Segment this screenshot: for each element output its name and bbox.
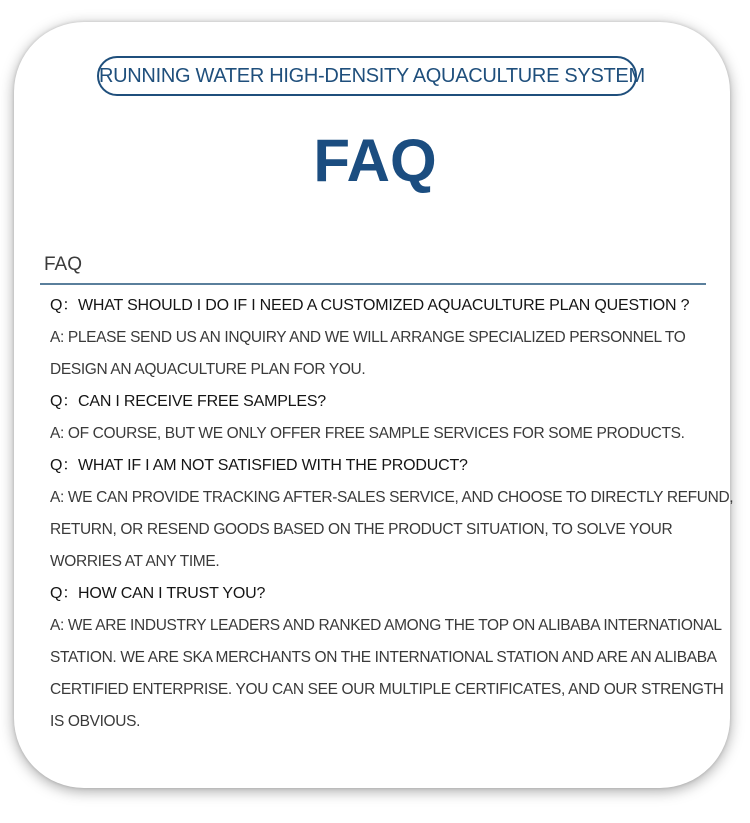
faq-answer-line: DESIGN AN AQUACULTURE PLAN FOR YOU.: [50, 361, 366, 378]
faq-answer-line: WORRIES AT ANY TIME.: [50, 553, 220, 570]
faq-list: [50, 290, 734, 738]
section-label: FAQ: [44, 254, 83, 275]
faq-question: [50, 578, 722, 610]
faq-answer-line: IS OBVIOUS.: [50, 713, 141, 730]
faq-answer-line: STATION. WE ARE SKA MERCHANTS ON THE INTERNATIONAL STATION AND ARE AN ALIBABA: [50, 649, 717, 666]
faq-answer-line: RETURN, OR RESEND GOODS BASED ON THE PRODUCT SITUATION, TO SOLVE YOUR: [50, 521, 673, 538]
question-prefix: Q：: [50, 393, 79, 410]
faq-question: [50, 450, 722, 482]
faq-answer-line: A: OF COURSE, BUT WE ONLY OFFER FREE SAMPLE SERVICES FOR SOME PRODUCTS.: [50, 425, 685, 442]
question-text: CAN I RECEIVE FREE SAMPLES?: [78, 393, 327, 410]
question-prefix: Q：: [50, 585, 79, 602]
faq-answer-line: A: PLEASE SEND US AN INQUIRY AND WE WILL ARRANGE SPECIALIZED PERSONNEL TO: [50, 329, 686, 346]
question-prefix: Q：: [50, 297, 79, 314]
system-title-badge: [97, 56, 645, 96]
question-text: HOW CAN I TRUST YOU?: [78, 585, 266, 602]
faq-answer-line: A: WE CAN PROVIDE TRACKING AFTER-SALES SERVICE, AND CHOOSE TO DIRECTLY REFUND,: [50, 489, 734, 506]
question-prefix: Q：: [50, 457, 79, 474]
system-title: RUNNING WATER HIGH-DENSITY AQUACULTURE SYSTEM: [99, 65, 645, 87]
question-text: WHAT SHOULD I DO IF I NEED A CUSTOMIZED AQUACULTURE PLAN QUESTION ?: [78, 297, 690, 314]
faq-answer-line: A: WE ARE INDUSTRY LEADERS AND RANKED AMONG THE TOP ON ALIBABA INTERNATIONAL: [50, 617, 722, 634]
faq-question: [50, 290, 722, 322]
question-text: WHAT IF I AM NOT SATISFIED WITH THE PRODUCT?: [78, 457, 468, 474]
section-divider: [40, 283, 706, 285]
faq-question: [50, 386, 722, 418]
faq-answer-line: CERTIFIED ENTERPRISE. YOU CAN SEE OUR MULTIPLE CERTIFICATES, AND OUR STRENGTH: [50, 681, 724, 698]
page-title: FAQ: [313, 127, 437, 194]
